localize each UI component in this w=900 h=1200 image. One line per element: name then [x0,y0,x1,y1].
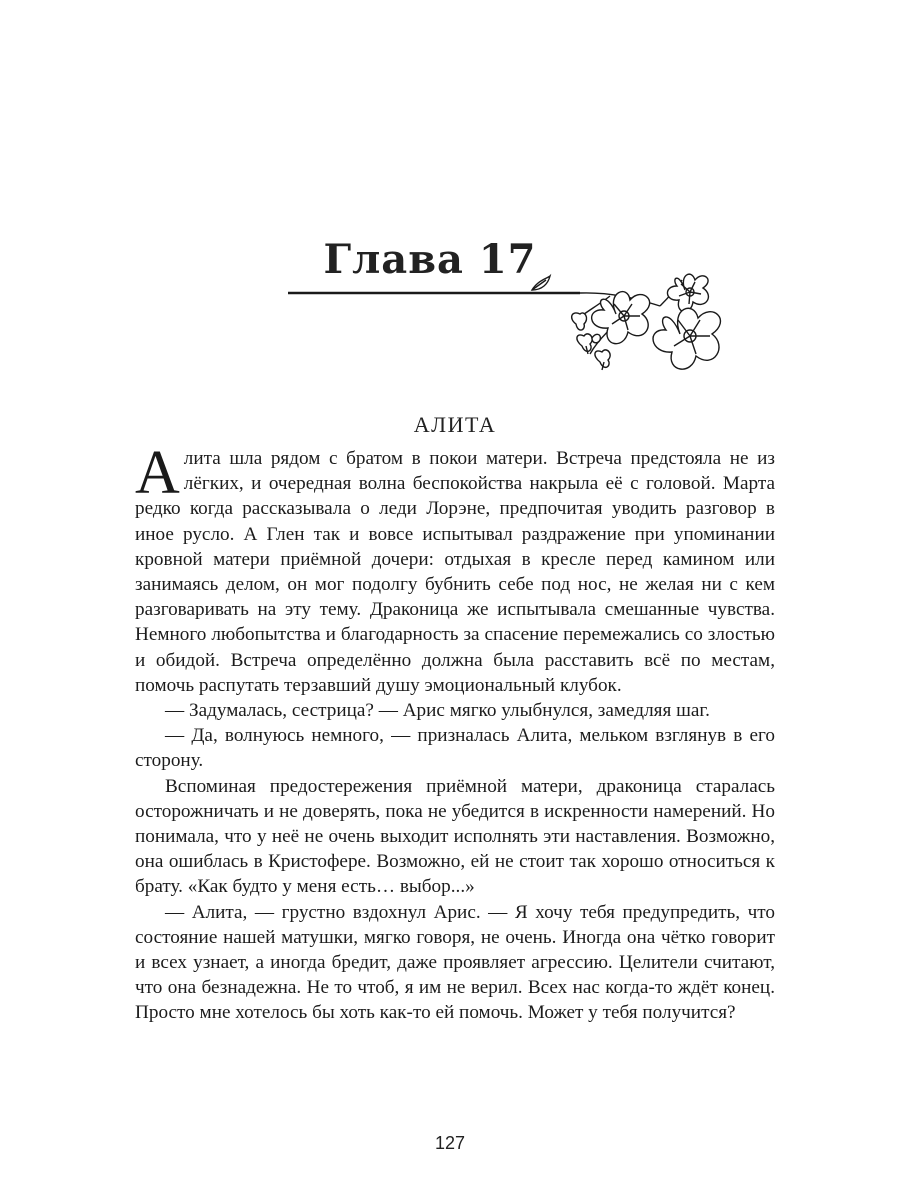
paragraph [135,439,775,698]
paragraph: — Да, волнуюсь немного, — призналась Алита, мельком взглянув в его сторону. [135,725,775,772]
floral-ornament-icon [280,262,740,382]
paragraph: — Задумалась, сестрица? — Арис мягко улыбнулся, замедляя шаг. [165,700,710,722]
page-number: 127 [434,1133,466,1153]
chapter-title: Глава 17 [323,236,537,283]
section-heading: АЛИТА [413,412,497,437]
chapter-body [135,439,775,1026]
drop-cap: А [135,439,180,507]
paragraph: — Алита, — грустно вздохнул Арис. — Я хочу тебя предупредить, что состояние нашей матушки, мягко говоря, не очень. Иногда она чётко говорит и всех узнает, а иногда бредит, даже проявляет агрессию. Целители считают, что она безнадежна. Не то чтоб, я им не верил. Всех нас когда-то ждёт конец. Просто мне хотелось бы хоть как-то ей помочь. Может у тебя получится? [135,901,775,1024]
paragraph: Вспоминая предостережения приёмной матери, драконица старалась осторожничать и не доверять, пока не убедится в искренности намерений. Но понимала, что у неё не очень выходит исполнять эти наставления. Возможно, она ошиблась в Кристофере. Возможно, ей не стоит так хорошо относиться к брату. «Как будто у меня есть… выбор...» [135,775,775,898]
paragraph-text: лита шла рядом с братом в покои матери. Встреча предстояла не из лёгких, и очередная волна беспокойства накрыла её с головой. Марта редко когда рассказывала о леди Лорэне, предпочитая уводить разговор в иное русло. А Глен так и вовсе испытывал раздражение при упоминании кровной матери приёмной дочери: отдыхая в кресле перед камином или занимаясь делом, он мог подолгу бубнить себе под нос, не желая ни с кем разговаривать на эту тему. Драконица же испытывала смешанные чувства. Немного любопытства и благодарность за спасение перемежались со злостью и обидой. Встреча определённо должна была расставить всё по местам, помочь распутать терзавший душу эмоциональный клубок. [135,448,775,696]
